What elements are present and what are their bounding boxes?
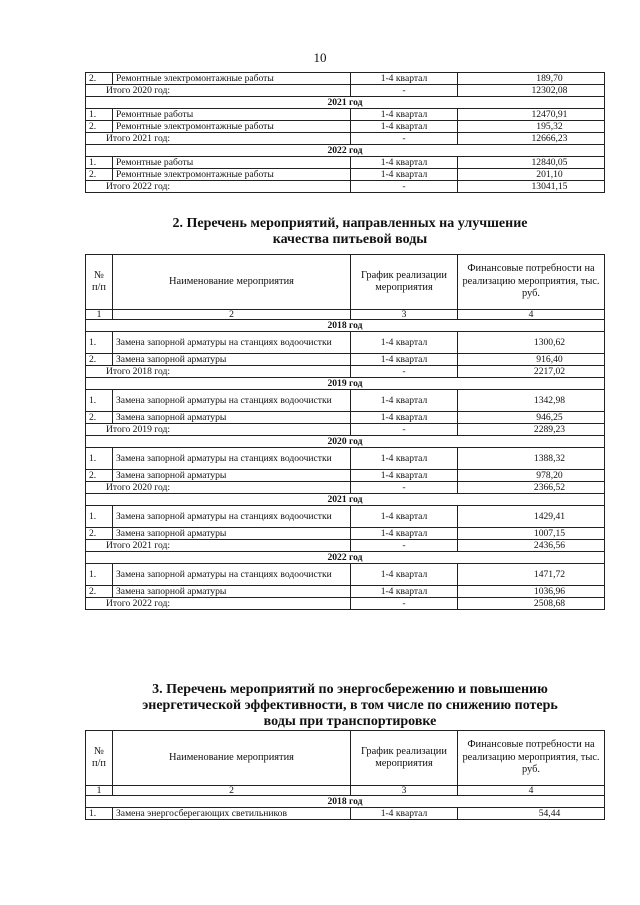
table-row [86,506,605,528]
total-label: Итого 2022 год: [86,598,351,610]
amount-cell: 1388,32 [458,448,605,470]
total-row [86,181,605,193]
header-name: Наименование мероприятия [113,255,351,310]
amount-cell: 13041,15 [458,181,605,193]
schedule-cell: 1-4 квартал [351,390,458,412]
total-row [86,133,605,145]
table-row [86,121,605,133]
total-label: Итого 2020 год: [86,482,351,494]
row-number: 2. [86,412,113,424]
schedule-cell: 1-4 квартал [351,564,458,586]
header-name: Наименование мероприятия [113,731,351,786]
amount-cell: 2366,52 [458,482,605,494]
measure-name: Ремонтные работы [113,157,351,169]
column-number-row [86,310,605,320]
year-label: 2018 год [86,320,605,332]
table-row [86,73,605,85]
table-row [86,564,605,586]
table-row [86,808,605,820]
total-label: Итого 2021 год: [86,133,351,145]
table-row [86,470,605,482]
table-continued-repair-works [85,72,605,193]
row-number: 1. [86,109,113,121]
total-row [86,598,605,610]
header-number: № п/п [86,255,113,310]
header-amount: Финансовые потребности на реализацию мероприятия, тыс. руб. [458,731,605,786]
row-number: 2. [86,586,113,598]
measure-name: Замена запорной арматуры на станциях водоочистки [113,564,351,586]
amount-cell: 978,20 [458,470,605,482]
table-row [86,157,605,169]
measure-name: Ремонтные электромонтажные работы [113,121,351,133]
table-row [86,448,605,470]
year-label: 2019 год [86,378,605,390]
section-3-title [90,682,610,730]
total-row [86,424,605,436]
table-row [86,390,605,412]
measure-name: Замена запорной арматуры [113,470,351,482]
column-number-2: 2 [113,310,351,320]
column-number-3: 3 [351,310,458,320]
amount-cell: 946,25 [458,412,605,424]
measure-name: Ремонтные электромонтажные работы [113,73,351,85]
schedule-cell: 1-4 квартал [351,506,458,528]
schedule-cell: 1-4 квартал [351,470,458,482]
schedule-cell: 1-4 квартал [351,448,458,470]
measure-name: Замена запорной арматуры [113,412,351,424]
section-3-title-line-2: энергетической эффективности, в том числе по снижению потерь [142,698,558,713]
year-label: 2018 год [86,796,605,808]
year-header-row [86,320,605,332]
amount-cell: 2217,02 [458,366,605,378]
row-number: 2. [86,73,113,85]
amount-cell: 916,40 [458,354,605,366]
header-number: № п/п [86,731,113,786]
table-header-row [86,255,605,310]
measure-name: Ремонтные работы [113,109,351,121]
total-row [86,85,605,97]
table-header-row [86,731,605,786]
row-number: 1. [86,808,113,820]
column-number-row [86,786,605,796]
schedule-cell: - [351,181,458,193]
schedule-cell: 1-4 квартал [351,121,458,133]
column-number-2: 2 [113,786,351,796]
table-row [86,354,605,366]
year-label: 2021 год [86,97,605,109]
amount-cell: 1036,96 [458,586,605,598]
schedule-cell: 1-4 квартал [351,808,458,820]
total-label: Итого 2021 год: [86,540,351,552]
measure-name: Замена запорной арматуры [113,354,351,366]
schedule-cell: 1-4 квартал [351,157,458,169]
column-number-4: 4 [458,310,605,320]
year-header-row [86,796,605,808]
table-row [86,528,605,540]
amount-cell: 1429,41 [458,506,605,528]
total-row [86,366,605,378]
measure-name: Замена запорной арматуры [113,586,351,598]
amount-cell: 2289,23 [458,424,605,436]
total-row [86,540,605,552]
row-number: 2. [86,470,113,482]
measure-name: Замена запорной арматуры на станциях водоочистки [113,390,351,412]
header-schedule: График реализации мероприятия [351,731,458,786]
amount-cell: 1300,62 [458,332,605,354]
row-number: 1. [86,157,113,169]
total-label: Итого 2022 год: [86,181,351,193]
year-label: 2020 год [86,436,605,448]
section-2-title-line-2: качества питьевой воды [272,232,428,247]
year-header-row [86,552,605,564]
schedule-cell: 1-4 квартал [351,354,458,366]
section-3-title-line-1: 3. Перечень мероприятий по энергосбережению и повышению [152,682,548,697]
measure-name: Замена запорной арматуры на станциях водоочистки [113,506,351,528]
row-number: 1. [86,564,113,586]
amount-cell: 189,70 [458,73,605,85]
row-number: 1. [86,390,113,412]
amount-cell: 54,44 [458,808,605,820]
measure-name: Замена запорной арматуры [113,528,351,540]
table-water-quality-measures [85,254,605,610]
year-header-row [86,494,605,506]
amount-cell: 2436,56 [458,540,605,552]
amount-cell: 12302,08 [458,85,605,97]
year-header-row [86,145,605,157]
amount-cell: 12840,05 [458,157,605,169]
schedule-cell: 1-4 квартал [351,412,458,424]
amount-cell: 12470,91 [458,109,605,121]
total-label: Итого 2019 год: [86,424,351,436]
year-label: 2021 год [86,494,605,506]
amount-cell: 1471,72 [458,564,605,586]
total-label: Итого 2018 год: [86,366,351,378]
column-number-1: 1 [86,786,113,796]
schedule-cell: - [351,598,458,610]
row-number: 1. [86,506,113,528]
schedule-cell: 1-4 квартал [351,109,458,121]
amount-cell: 195,32 [458,121,605,133]
schedule-cell: - [351,540,458,552]
year-header-row [86,378,605,390]
year-header-row [86,436,605,448]
section-3-title-line-3: воды при транспортировке [263,714,437,729]
table-row [86,169,605,181]
amount-cell: 201,10 [458,169,605,181]
amount-cell: 1342,98 [458,390,605,412]
schedule-cell: 1-4 квартал [351,332,458,354]
schedule-cell: - [351,366,458,378]
schedule-cell: 1-4 квартал [351,528,458,540]
table-row [86,332,605,354]
amount-cell: 1007,15 [458,528,605,540]
header-schedule: График реализации мероприятия [351,255,458,310]
schedule-cell: - [351,133,458,145]
row-number: 2. [86,528,113,540]
row-number: 1. [86,448,113,470]
year-label: 2022 год [86,145,605,157]
row-number: 2. [86,169,113,181]
total-label: Итого 2020 год: [86,85,351,97]
schedule-cell: 1-4 квартал [351,169,458,181]
table-row [86,412,605,424]
row-number: 2. [86,121,113,133]
schedule-cell: - [351,424,458,436]
measure-name: Замена запорной арматуры на станциях водоочистки [113,332,351,354]
schedule-cell: - [351,482,458,494]
section-2-title-line-1: 2. Перечень мероприятий, направленных на улучшение [172,216,528,231]
amount-cell: 2508,68 [458,598,605,610]
year-label: 2022 год [86,552,605,564]
table-energy-saving-measures [85,730,605,820]
table-row [86,109,605,121]
schedule-cell: 1-4 квартал [351,73,458,85]
measure-name: Замена энергосберегающих светильников [113,808,351,820]
row-number: 1. [86,332,113,354]
column-number-4: 4 [458,786,605,796]
measure-name: Ремонтные электромонтажные работы [113,169,351,181]
row-number: 2. [86,354,113,366]
section-2-title [90,216,610,248]
header-amount: Финансовые потребности на реализацию мероприятия, тыс. руб. [458,255,605,310]
year-header-row [86,97,605,109]
measure-name: Замена запорной арматуры на станциях водоочистки [113,448,351,470]
page-number: 10 [313,50,327,65]
amount-cell: 12666,23 [458,133,605,145]
total-row [86,482,605,494]
schedule-cell: 1-4 квартал [351,586,458,598]
schedule-cell: - [351,85,458,97]
table-row [86,586,605,598]
column-number-3: 3 [351,786,458,796]
column-number-1: 1 [86,310,113,320]
